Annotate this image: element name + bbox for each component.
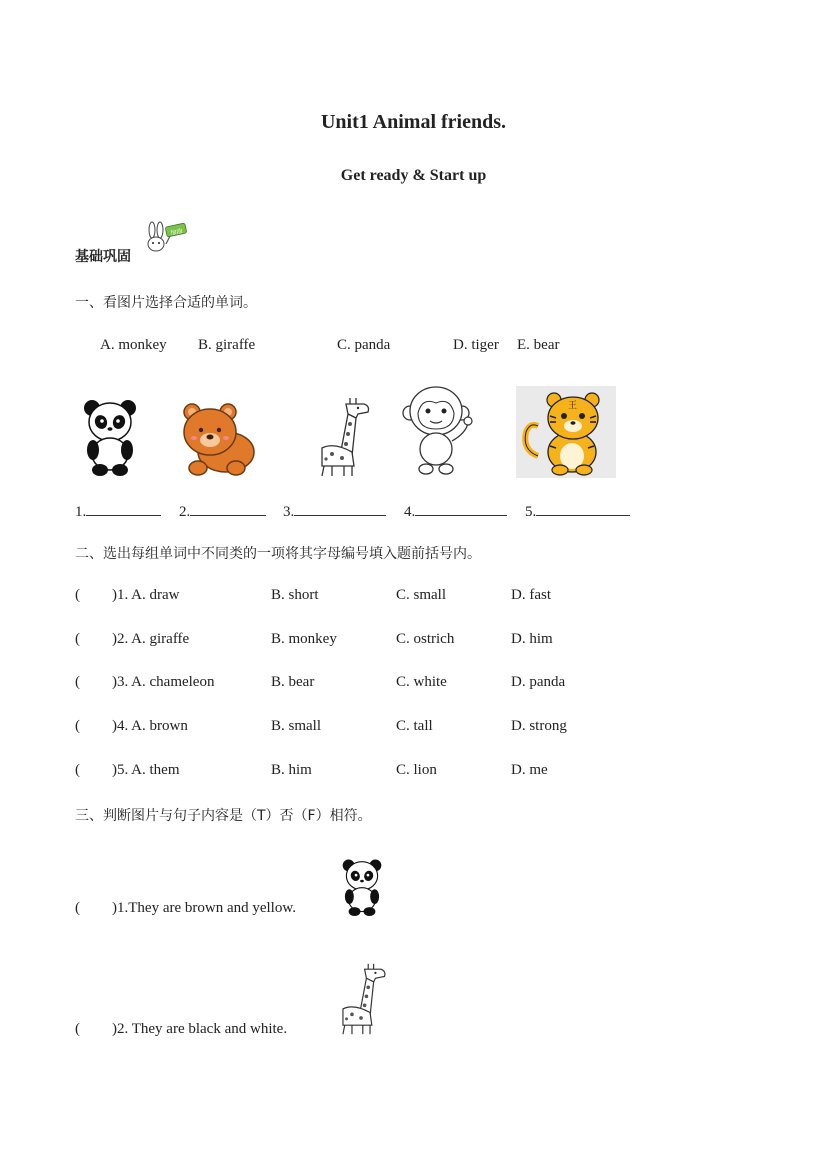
q5-option-b: B. him xyxy=(271,762,312,778)
answer-1-blank[interactable] xyxy=(86,501,161,516)
answer-4[interactable]: 4. xyxy=(404,501,507,521)
option-a: A. monkey xyxy=(100,337,167,353)
panda-picture xyxy=(82,398,138,476)
option-d: D. tiger xyxy=(453,337,499,353)
bear-picture xyxy=(178,402,258,478)
q1-option-d: D. fast xyxy=(511,587,551,603)
q1-option-a: )1. A. draw xyxy=(112,587,180,603)
option-c: C. panda xyxy=(337,337,391,353)
sign-text: 加油 xyxy=(169,227,184,238)
q3-option-a: )3. A. chameleon xyxy=(112,674,215,690)
q5-paren[interactable]: ( xyxy=(75,762,80,778)
answer-4-blank[interactable] xyxy=(415,501,507,516)
q4-option-a: )4. A. brown xyxy=(112,718,188,734)
t2-paren[interactable]: ( xyxy=(75,1021,80,1037)
q2-option-a: )2. A. giraffe xyxy=(112,631,190,647)
q2-option-b: B. monkey xyxy=(271,631,337,647)
part2-heading: 二、选出每组单词中不同类的一项将其字母编号填入题前括号内。 xyxy=(75,546,481,562)
q5-option-a: )5. A. them xyxy=(112,762,180,778)
part1-heading: 一、看图片选择合适的单词。 xyxy=(75,295,257,311)
t2-statement: )2. They are black and white. xyxy=(112,1021,288,1037)
q1-option-b: B. short xyxy=(271,587,319,603)
page-title: Unit1 Animal friends. xyxy=(320,111,507,133)
part3-heading: 三、判断图片与句子内容是（T）否（F）相符。 xyxy=(75,808,372,824)
tiger-forehead-mark: 王 xyxy=(568,401,578,411)
q3-option-d: D. panda xyxy=(511,674,566,690)
answer-2[interactable]: 2. xyxy=(179,501,266,521)
rabbit-sign-icon xyxy=(140,222,190,256)
answer-2-blank[interactable] xyxy=(190,501,266,516)
option-b: B. giraffe xyxy=(198,337,256,353)
q3-option-c: C. white xyxy=(396,674,447,690)
q5-option-d: D. me xyxy=(511,762,548,778)
q1-paren[interactable]: ( xyxy=(75,587,80,603)
q5-option-c: C. lion xyxy=(396,762,437,778)
q1-option-c: C. small xyxy=(396,587,447,603)
q4-paren[interactable]: ( xyxy=(75,718,80,734)
answer-3[interactable]: 3. xyxy=(283,501,386,521)
q4-option-d: D. strong xyxy=(511,718,567,734)
option-e: E. bear xyxy=(517,337,560,353)
q2-paren[interactable]: ( xyxy=(75,631,80,647)
q3-option-b: B. bear xyxy=(271,674,315,690)
page-subtitle: Get ready & Start up xyxy=(340,167,487,184)
q4-option-c: C. tall xyxy=(396,718,433,734)
answer-5-blank[interactable] xyxy=(536,501,630,516)
q2-option-d: D. him xyxy=(511,631,553,647)
panda-small-picture xyxy=(336,858,388,916)
q3-paren[interactable]: ( xyxy=(75,674,80,690)
q2-option-c: C. ostrich xyxy=(396,631,455,647)
giraffe-picture xyxy=(312,396,372,478)
answer-5[interactable]: 5. xyxy=(525,501,630,521)
tiger-picture xyxy=(516,386,616,478)
answer-1[interactable]: 1. xyxy=(75,501,161,521)
section-basic-label: 基础巩固 xyxy=(75,249,131,265)
t1-paren[interactable]: ( xyxy=(75,900,80,916)
answer-3-blank[interactable] xyxy=(294,501,386,516)
giraffe-small-picture xyxy=(330,962,392,1036)
monkey-picture xyxy=(402,383,474,477)
t1-statement: )1.They are brown and yellow. xyxy=(112,900,296,916)
q4-option-b: B. small xyxy=(271,718,322,734)
